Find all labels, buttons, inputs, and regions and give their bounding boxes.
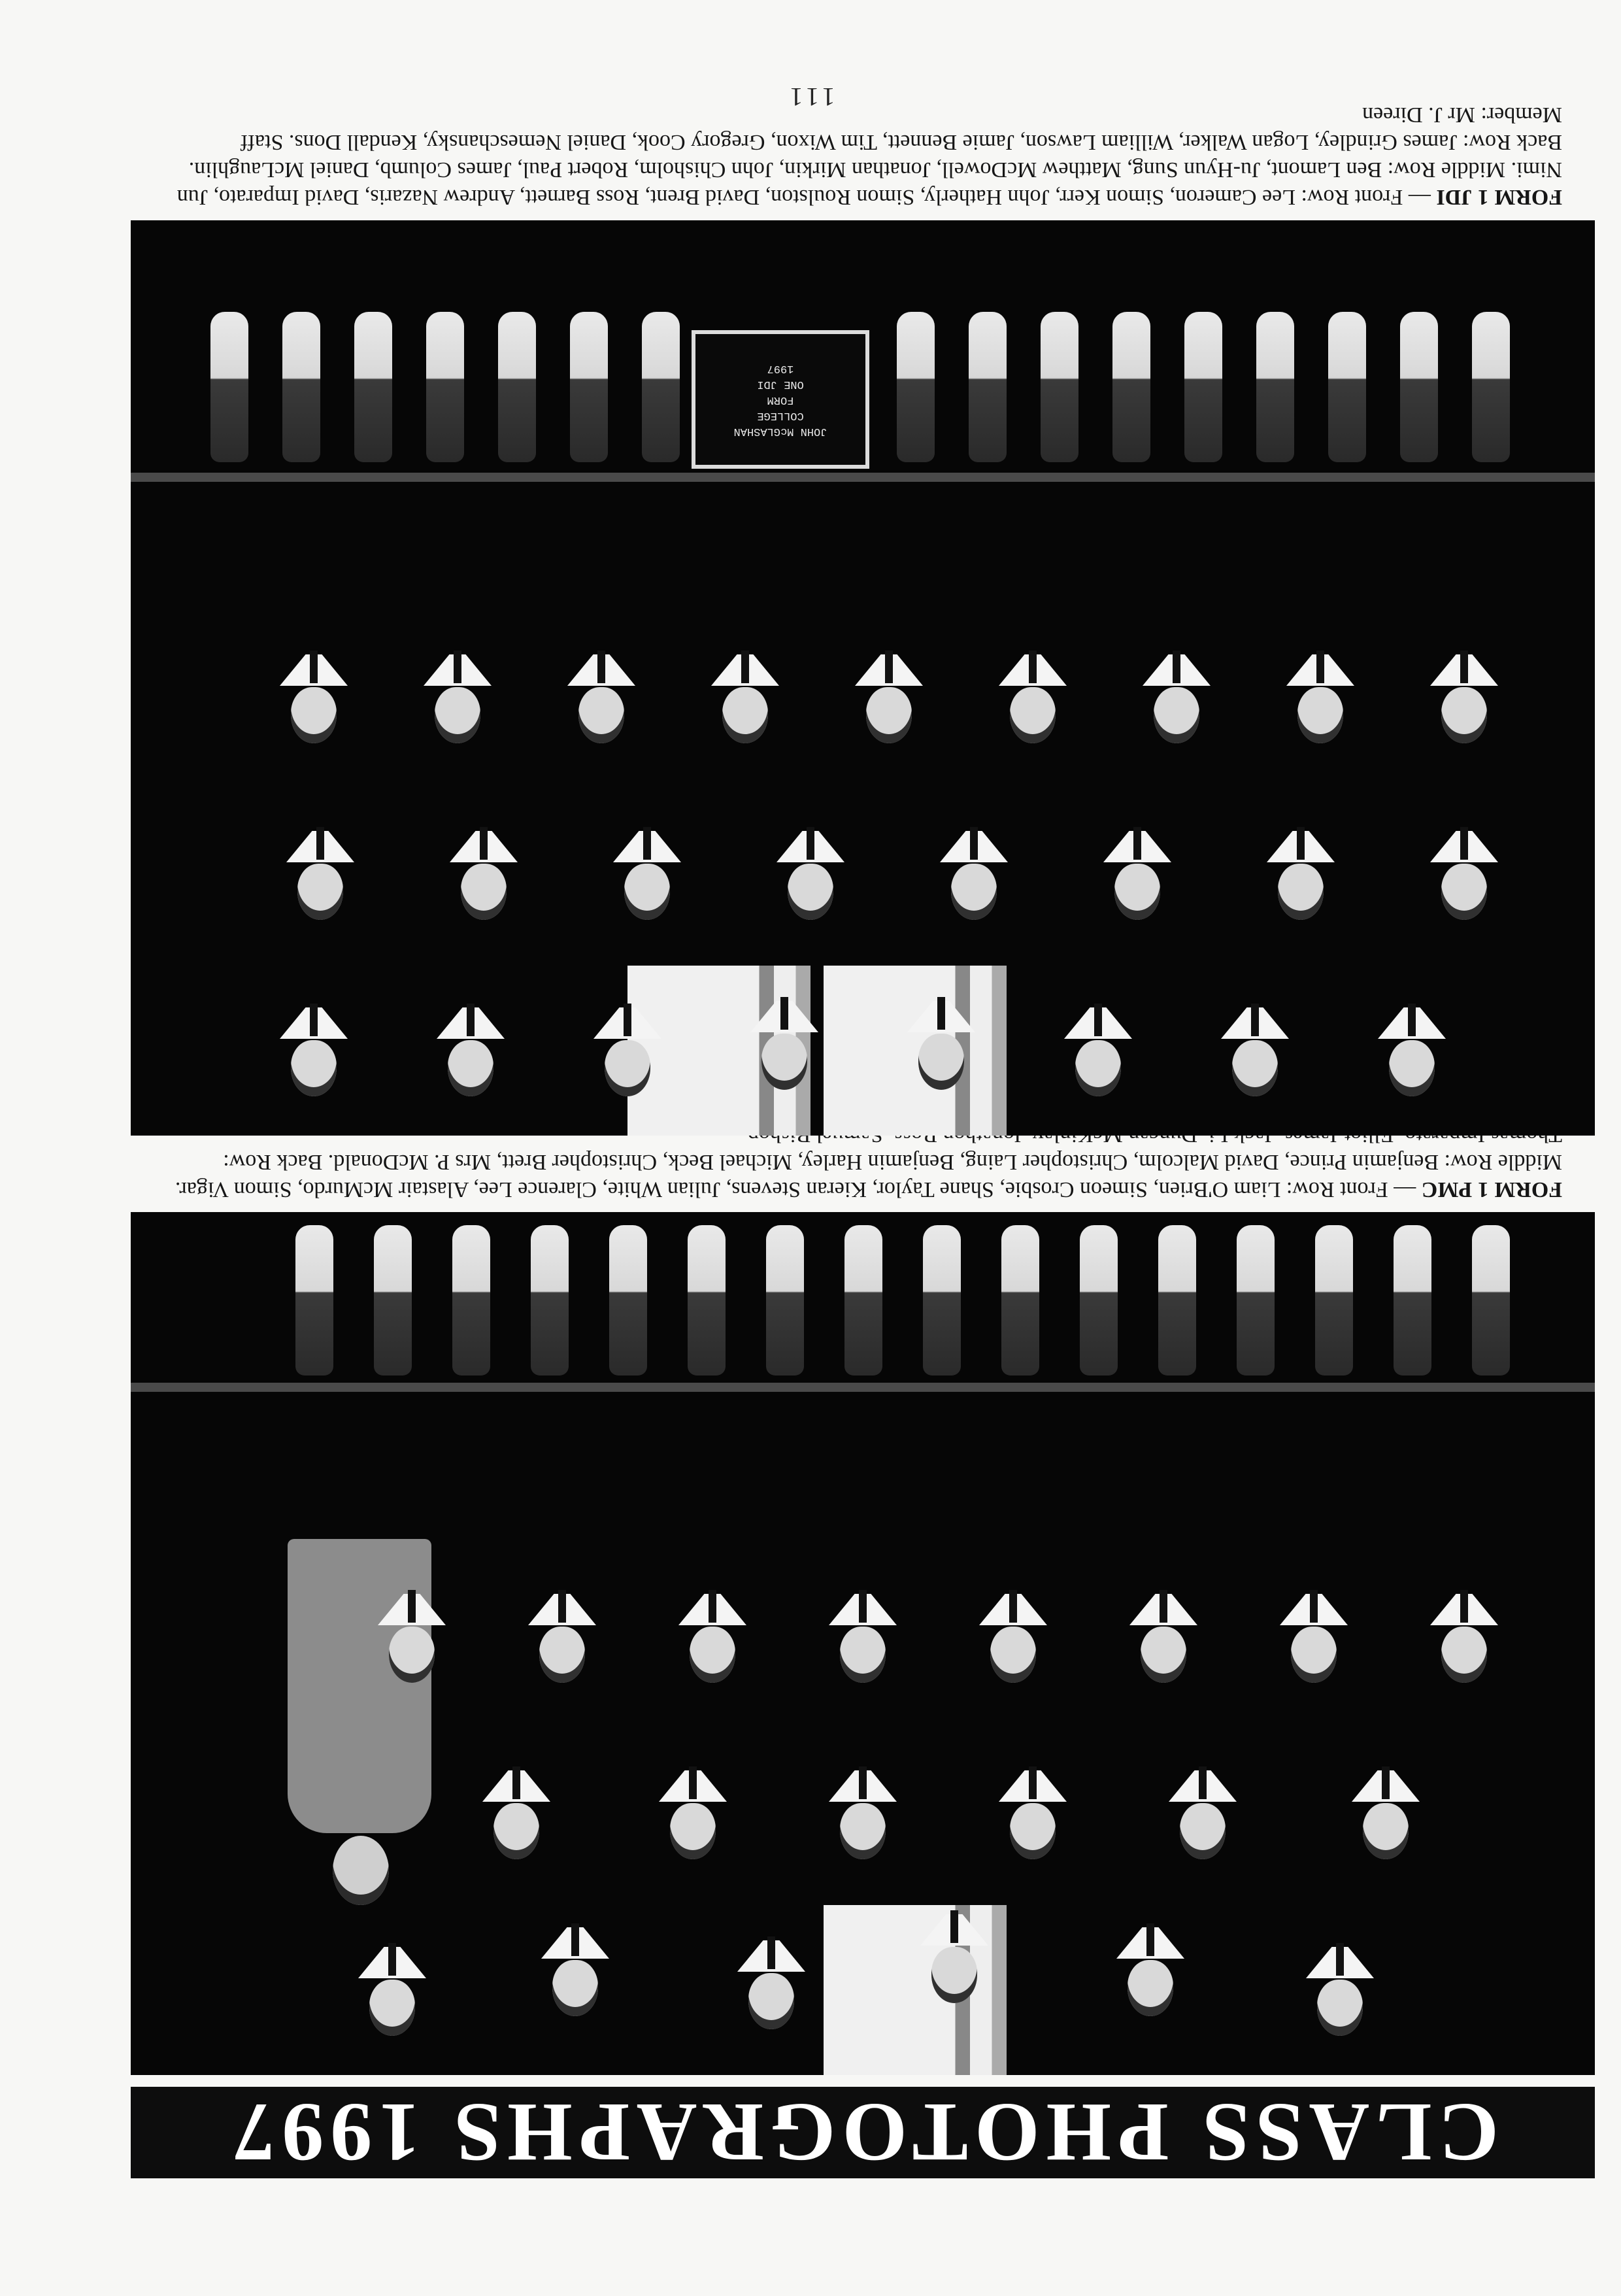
student-figure: [745, 959, 824, 1090]
student-figure: [608, 789, 686, 920]
student-figure: [1098, 789, 1177, 920]
student-figure: [1137, 613, 1216, 743]
student-legs: [1472, 312, 1510, 462]
student-figure: [281, 789, 359, 920]
bench: [131, 1383, 1595, 1392]
student-legs: [1328, 312, 1366, 462]
student-legs: [1041, 312, 1078, 462]
student-legs: [1001, 1225, 1039, 1376]
form-label: FORM 1 JDI: [1436, 185, 1562, 209]
board-line: FORM: [767, 394, 794, 406]
student-legs: [923, 1225, 961, 1376]
student-figure: [732, 1899, 811, 2029]
student-figure: [994, 613, 1072, 743]
student-figure: [431, 966, 510, 1096]
student-figure: [275, 613, 353, 743]
student-legs: [844, 1225, 882, 1376]
student-legs: [1256, 312, 1294, 462]
class-photo-1pmc: [131, 1212, 1595, 2075]
student-figure: [1124, 1552, 1203, 1683]
student-figure: [1262, 789, 1340, 920]
student-legs: [498, 312, 536, 462]
student-figure: [1111, 1885, 1190, 2016]
page-title: CLASS PHOTOGRAPHS 1997: [227, 2086, 1499, 2180]
student-legs: [1400, 312, 1438, 462]
student-legs: [354, 312, 392, 462]
student-legs: [1394, 1225, 1431, 1376]
student-legs: [374, 1225, 412, 1376]
student-legs: [1472, 1225, 1510, 1376]
student-figure: [1216, 966, 1294, 1096]
student-legs: [452, 1225, 490, 1376]
photo-caption-1jdi: [157, 101, 1562, 211]
student-figure: [588, 966, 667, 1096]
student-figure: [935, 789, 1013, 920]
student-figure: [1373, 966, 1451, 1096]
student-legs: [766, 1225, 804, 1376]
student-figure: [1163, 1729, 1242, 1859]
student-figure: [353, 1905, 431, 2036]
student-figure: [850, 613, 928, 743]
student-legs: [426, 312, 464, 462]
student-legs: [969, 312, 1007, 462]
student-legs: [295, 1225, 333, 1376]
student-legs: [282, 312, 320, 462]
student-figure: [994, 1729, 1072, 1859]
student-figure: [275, 966, 353, 1096]
student-legs: [1158, 1225, 1196, 1376]
student-legs: [1184, 312, 1222, 462]
student-figure: [562, 613, 641, 743]
class-name-board: [692, 330, 869, 469]
student-figure: [418, 613, 497, 743]
board-line: ONE JDI: [757, 378, 804, 390]
student-figure: [536, 1885, 614, 2016]
caption-text: — Front Row: Lee Cameron, Simon Kerr, John Hatherly, Simon Roulston, David Brent, Ross Barnett, Andrew Nazaris, David Imparato, Jun Nimi. Middle Row: Ben Lamont, Ju-Hyun Sung, Matthew McDowell, Jonathan Mirkin, John Chisholm, Robert Paul, James Columb, Daniel McLaughlin. Back Row: James Grindley, Logan Walker, William Lawson, Jamie Bennett, Tim Wixon, Gregory Cook, Daniel Nemeschansky, Kendall Dons. Staff Member: Mr J. Direen: [176, 103, 1562, 209]
student-figure: [1425, 1552, 1503, 1683]
page-number: 111: [786, 82, 835, 112]
student-figure: [824, 1729, 902, 1859]
student-legs: [1237, 1225, 1275, 1376]
student-figure: [1301, 1905, 1379, 2036]
student-legs: [210, 312, 248, 462]
student-legs: [1080, 1225, 1118, 1376]
student-legs: [688, 1225, 726, 1376]
student-legs: [1112, 312, 1150, 462]
student-figure: [1425, 613, 1503, 743]
student-figure: [477, 1729, 556, 1859]
student-figure: [706, 613, 784, 743]
board-line: JOHN McGLASHAN: [733, 425, 827, 437]
student-figure: [673, 1552, 752, 1683]
student-figure: [1346, 1729, 1425, 1859]
student-figure: [1281, 613, 1360, 743]
student-figure: [654, 1729, 732, 1859]
form-label: FORM 1 PMC: [1421, 1177, 1562, 1202]
student-legs: [609, 1225, 647, 1376]
student-figure: [1425, 789, 1503, 920]
student-figure: [1059, 966, 1137, 1096]
student-figure: [771, 789, 850, 920]
student-legs: [570, 312, 608, 462]
board-line: 1997: [767, 362, 794, 375]
student-legs: [897, 312, 935, 462]
student-figure: [974, 1552, 1052, 1683]
student-figure: [915, 1872, 994, 2003]
student-legs: [1315, 1225, 1353, 1376]
student-figure: [824, 1552, 902, 1683]
page-title-banner: [131, 2087, 1595, 2178]
student-figure: [902, 959, 980, 1090]
caption-text: — Front Row: Liam O'Brien, Simeon Crosbie, Shane Taylor, Kieran Stevens, Julian White, Clarence Lee, Alastair McMurdo, Simon Vigar. Middle Row: Benjamin Prince, David Malcolm, Christopher Laing, Benjamin Harley, Michael Beck, Christopher Brett, Mrs P. McDonald. Back Row:: [175, 1150, 1562, 1202]
class-photo-1jdi: [131, 220, 1595, 1136]
student-figure: [1275, 1552, 1353, 1683]
student-legs: [531, 1225, 569, 1376]
board-line: COLLEGE: [757, 409, 804, 422]
student-figure: [523, 1552, 601, 1683]
bench: [131, 473, 1595, 482]
student-figure: [444, 789, 523, 920]
student-figure: [373, 1552, 451, 1683]
student-legs: [642, 312, 680, 462]
